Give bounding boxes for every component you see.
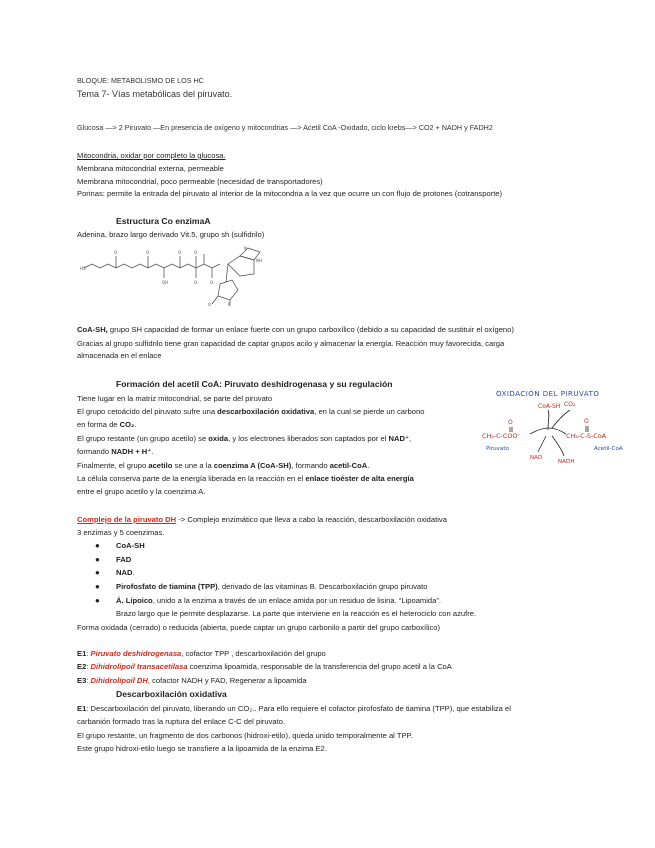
bullet-3: ● xyxy=(95,568,100,577)
bullet-1: ● xyxy=(95,541,100,550)
acetyl-l6-c: se une a la xyxy=(172,461,214,470)
e3-label: E3 xyxy=(77,676,87,685)
sketch-nadh: NADH xyxy=(558,459,575,464)
sketch-title: OXIDACIÓN DEL PIRUVATO xyxy=(496,390,600,398)
bullet-5: ● xyxy=(95,596,100,605)
acetyl-l5-bold: NADH + H⁺ xyxy=(111,447,152,456)
mito-heading: Mitocondria, oxidar por completo la glucosa. xyxy=(77,151,226,160)
e1-text: , cofactor TPP , descarboxilación del grupo xyxy=(181,649,326,658)
svg-text:O: O xyxy=(210,280,214,285)
svg-text:NH: NH xyxy=(256,258,262,263)
e3-name: Dihidrolipoil DH xyxy=(90,676,148,685)
coenzyme-p3: almacenada en el enlace xyxy=(77,351,162,360)
bullet-5-text xyxy=(116,596,441,606)
acetyl-l1: Tiene lugar en la matriz mitocondrial, se parte del piruvato xyxy=(77,394,273,403)
bullet-1-text xyxy=(116,541,145,551)
e1-label: E1 xyxy=(77,649,87,658)
svg-text:O: O xyxy=(208,302,212,307)
acetyl-l5 xyxy=(77,447,153,457)
pyruvate-oxidation-sketch xyxy=(478,386,638,464)
svg-text:OH: OH xyxy=(162,280,169,285)
acetyl-l3-bold: CO₂ xyxy=(119,420,135,429)
sketch-acetylcoa-formula: CH₃-C-S-CoA xyxy=(566,432,607,440)
coash-text: grupo SH capacidad de formar un enlace fuerte con un grupo carboxílico (debido a su capacidad de sustituir el oxígeno) xyxy=(107,325,514,334)
acetyl-l8: entre el grupo acetilo y la coenzima A. xyxy=(77,487,206,496)
acetyl-l4-e: , xyxy=(409,434,412,443)
e2-name: Dihidrolipoil transacetilasa xyxy=(90,662,188,671)
page-title: Tema 7- Vías metabólicas del piruvato. xyxy=(77,89,233,99)
svg-text:N: N xyxy=(244,246,247,251)
acetyl-l6-e: , formando xyxy=(291,461,330,470)
sketch-pyruvate-formula: CH₃-C-COO⁻ xyxy=(482,432,521,440)
coenzyme-a-structure-image xyxy=(80,246,270,308)
complex-count: 3 enzimas y 5 coenzimas. xyxy=(77,528,165,537)
lipoico-extra: Brazo largo que le permite desplazarse. La parte que interviene en la reacción es el heterociclo con azufre. xyxy=(116,609,477,618)
complex-desc: -> Complejo enzimático que lleva a cabo la reacción, descarboxilación oxidativa xyxy=(176,515,447,524)
coenzyme-p2: Gracias al grupo sulfidrilo tiene gran capacidad de captar grupos acilo y almacenar la energía. Reacción muy favorecida, carga xyxy=(77,339,505,348)
e3-text: , cofactor NADH y FAD, Regenerar a lipoamida xyxy=(147,676,307,685)
svg-text:O: O xyxy=(194,280,198,285)
bullet-1-bold: CoA-SH xyxy=(116,541,145,550)
svg-text:O: O xyxy=(194,250,198,255)
bullet-5-rest: , unido a la enzima a través de un enlace amida por un residuo de lisina. “Lipoamida”. xyxy=(152,596,442,605)
enzyme-e3: E3: Dihidrolipoil DH, cofactor NADH y FAD, Regenerar a lipoamida xyxy=(77,676,307,685)
acetyl-l3-c: . xyxy=(134,420,137,429)
acetyl-l6-coa: coenzima A (CoA-SH) xyxy=(213,461,292,470)
svg-text:O: O xyxy=(146,250,150,255)
summary-line: Glucosa —> 2 Piruvato —En presencia de oxígeno y mitocondrias —> Acetil CoA -Oxidado, ciclo krebs—> CO2 + NADH y FADH2 xyxy=(77,123,493,132)
acetyl-heading: Formación del acetil CoA: Piruvato deshidrogenasa y su regulación xyxy=(116,379,393,389)
acetyl-l2-a: El grupo cetoácido del piruvato sufre una xyxy=(77,407,218,416)
acetyl-l3-a: en forma de xyxy=(77,420,120,429)
sketch-piruvato-label: Piruvato xyxy=(486,446,510,452)
acetyl-l2 xyxy=(77,407,424,417)
acetyl-l5-c: . xyxy=(151,447,154,456)
acetyl-l5-a: formando xyxy=(77,447,112,456)
svg-text:P: P xyxy=(228,302,231,307)
e2-label: E2 xyxy=(77,662,87,671)
coash-bold: CoA-SH, xyxy=(77,325,108,334)
acetyl-l3 xyxy=(77,420,137,430)
decarbox-l1 xyxy=(77,704,511,714)
acetyl-l6-acetilcoa: acetil-CoA xyxy=(329,461,368,470)
acetyl-l6-g: . xyxy=(367,461,370,470)
complex-line xyxy=(77,515,447,525)
acetyl-l6-acetilo: acetilo xyxy=(148,461,173,470)
bullet-4-text xyxy=(116,582,427,592)
svg-text:O: O xyxy=(178,250,182,255)
acetyl-l7 xyxy=(77,474,414,484)
bullet-3-text xyxy=(116,568,135,578)
decarbox-l3: El grupo restante, un fragmento de dos carbonos (hidroxi-etilo), queda unido temporalmente al TPP. xyxy=(77,731,413,740)
e2-text: coenzima lipoamida, responsable de la transferencia del grupo acetil a la CoA xyxy=(187,662,452,671)
decarbox-l4: Este grupo hidroxi-etilo luego se transfiere a la lipoamida de la enzima E2. xyxy=(77,744,327,753)
sketch-nad: NAD xyxy=(530,455,543,461)
enzyme-e1: E1: Piruvato deshidrogenasa, cofactor TPP , descarboxilación del grupo xyxy=(77,649,326,658)
acetyl-l4 xyxy=(77,434,411,444)
e1-name: Piruvato deshidrogenasa xyxy=(90,649,182,658)
forma-line: Forma oxidada (cerrado) o reducida (abierta, puede captar un grupo carbonilo a partir del grupo carboxílico) xyxy=(77,623,441,632)
acetyl-l6-a: Finalmente, el grupo xyxy=(77,461,149,470)
bullet-2-bold: FAD xyxy=(116,555,132,564)
acetyl-l2-c: , en la cual se pierde un carbono xyxy=(314,407,425,416)
acetyl-l4-a: El grupo restante (un grupo acetilo) se xyxy=(77,434,209,443)
block-header: BLOQUE: METABOLISMO DE LOS HC xyxy=(77,76,204,85)
sketch-co2: CO₂ xyxy=(564,401,576,408)
bullet-4-rest: , derivado de las vitaminas B. Descarboxilación grupo piruvato xyxy=(217,582,428,591)
svg-text:HS: HS xyxy=(80,266,86,271)
coash-paragraph xyxy=(77,325,514,335)
complex-title-link[interactable]: Complejo de la piruvato DH xyxy=(77,515,177,524)
decarbox-l2: carbanión formado tras la ruptura del enlace C-C del piruvato. xyxy=(77,717,286,726)
decarbox-e1-label: E1 xyxy=(77,704,87,713)
bullet-4: ● xyxy=(95,582,100,591)
decarbox-heading: Descarboxilación oxidativa xyxy=(116,689,227,699)
enzyme-e2: E2: Dihidrolipoil transacetilasa coenzima lipoamida, responsable de la transferencia del grupo acetil a la CoA xyxy=(77,662,452,671)
decarbox-l1-text: : Descarboxilación del piruvato, liberando un CO₂.. Para ello requiere el cofactor pirofosfato de tiamina (TPP), que estabiliza el xyxy=(86,704,511,713)
svg-text:O: O xyxy=(114,250,118,255)
bullet-3-rest: . xyxy=(132,568,135,577)
coenzyme-subtitle: Adenina, brazo largo derivado Vit.5, grupo sh (sulfidrilo) xyxy=(77,230,265,239)
bullet-3-bold: NAD xyxy=(116,568,133,577)
acetyl-l6 xyxy=(77,461,369,471)
acetyl-l4-c: , y los electrones liberados son captados por el xyxy=(228,434,389,443)
coenzyme-heading: Estructura Co enzimaA xyxy=(116,216,211,226)
acetyl-l7-a: La célula conserva parte de la energía liberada en la reacción en el xyxy=(77,474,306,483)
mito-line-2: Membrana mitocondrial, poco permeable (necesidad de transportadores) xyxy=(77,177,323,186)
bullet-2: ● xyxy=(95,555,100,564)
bullet-2-text xyxy=(116,555,131,565)
mito-line-1: Membrana mitocondrial externa, permeable xyxy=(77,164,224,173)
acetyl-l7-bold: enlace tioéster de alta energía xyxy=(305,474,414,483)
sketch-coash: CoA-SH xyxy=(538,403,561,410)
acetyl-l4-bold: oxida xyxy=(208,434,229,443)
bullet-5-bold: Á. Lipoico xyxy=(116,596,153,605)
sketch-o-right: O xyxy=(584,418,589,425)
acetyl-l4-nad: NAD⁺ xyxy=(388,434,409,443)
bullet-4-bold: Pirofosfato de tiamina (TPP) xyxy=(116,582,218,591)
acetyl-l2-bold: descarboxilación oxidativa xyxy=(217,407,315,416)
sketch-o-left: O xyxy=(508,419,513,426)
sketch-acetilcoa-label: Acetil-CoA xyxy=(594,446,623,452)
mito-line-3: Porinas: permite la entrada del piruvato al interior de la mitocondria a la vez que ocurre un con flujo de protones (cotransporte) xyxy=(77,189,503,198)
